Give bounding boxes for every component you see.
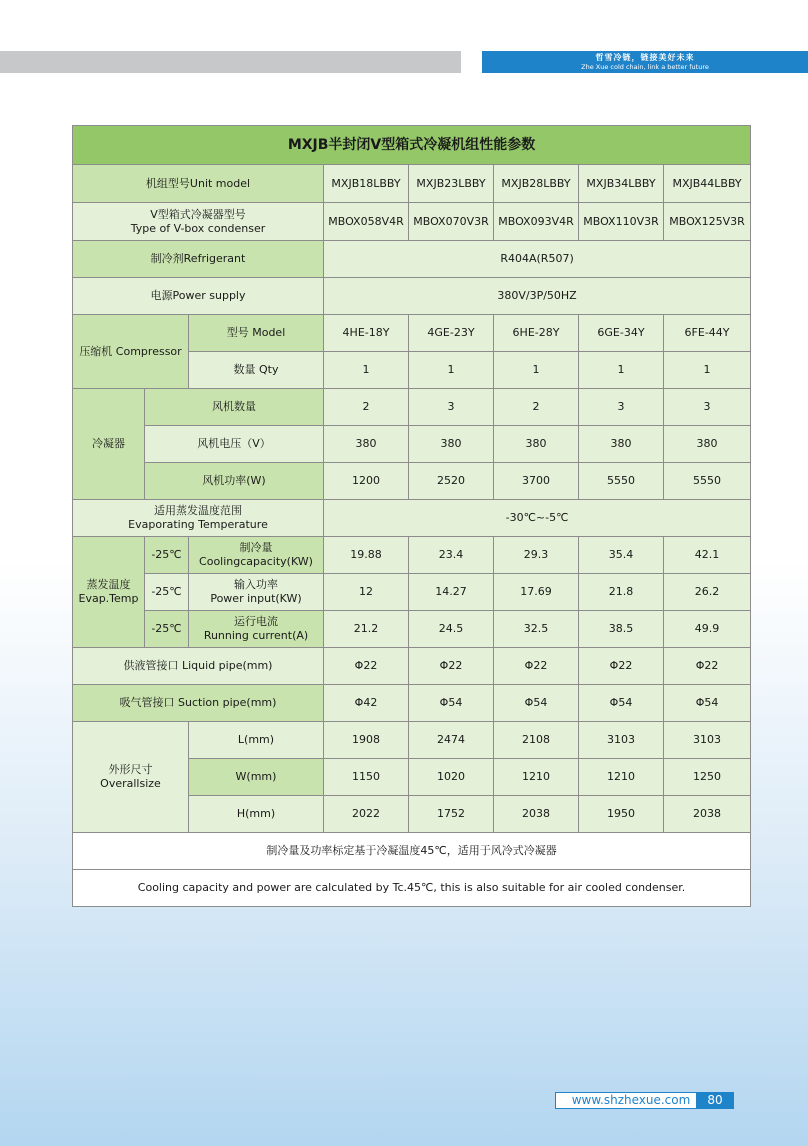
slogan-english: Zhe Xue cold chain, link a better future [581, 63, 709, 71]
note-english: Cooling capacity and power are calculated by Tc.45℃, this is also suitable for air cooled condenser. [73, 870, 751, 907]
width-cell: 1210 [494, 759, 579, 796]
label-evap-temp [73, 537, 145, 648]
length-cell: 2474 [409, 722, 494, 759]
suction-pipe-cell: Φ54 [664, 685, 751, 722]
compressor-model-cell: 4HE-18Y [324, 315, 409, 352]
label-suction-pipe: 吸气管接口 Suction pipe(mm) [73, 685, 324, 722]
height-cell: 2038 [494, 796, 579, 833]
label-evap-range-en: Evaporating Temperature [128, 518, 268, 531]
power-input-cell: 26.2 [664, 574, 751, 611]
row-running-current [73, 611, 751, 648]
width-cell: 1150 [324, 759, 409, 796]
label-overall-size-cn: 外形尺寸 [108, 763, 153, 776]
suction-pipe-cell: Φ54 [579, 685, 664, 722]
condenser-type-cell: MBOX125V3R [664, 203, 751, 241]
spec-table [72, 125, 751, 907]
compressor-qty-cell: 1 [664, 352, 751, 389]
width-cell: 1020 [409, 759, 494, 796]
height-cell: 2022 [324, 796, 409, 833]
condenser-type-cell: MBOX070V3R [409, 203, 494, 241]
compressor-model-cell: 4GE-23Y [409, 315, 494, 352]
website-link[interactable]: www.shzhexue.com [555, 1092, 707, 1109]
label-unit-model: 机组型号Unit model [73, 165, 324, 203]
row-note-cn [73, 833, 751, 870]
row-note-en [73, 870, 751, 907]
label-evap-temp-cn: 蒸发温度 [86, 578, 131, 591]
fan-count-cell: 3 [664, 389, 751, 426]
row-power-input [73, 574, 751, 611]
label-running-current [189, 611, 324, 648]
row-liquid-pipe [73, 648, 751, 685]
label-power-input-cn: 输入功率 [234, 578, 278, 591]
label-height: H(mm) [189, 796, 324, 833]
label-fan-power: 风机功率(W) [145, 463, 324, 500]
unit-model-cell: MXJB44LBBY [664, 165, 751, 203]
label-power-supply: 电源Power supply [73, 278, 324, 315]
height-cell: 2038 [664, 796, 751, 833]
suction-pipe-cell: Φ54 [494, 685, 579, 722]
unit-model-cell: MXJB18LBBY [324, 165, 409, 203]
fan-count-cell: 3 [409, 389, 494, 426]
cooling-cell: 35.4 [579, 537, 664, 574]
refrigerant-value: R404A(R507) [324, 241, 751, 278]
label-compressor-model: 型号 Model [189, 315, 324, 352]
fan-voltage-cell: 380 [494, 426, 579, 463]
label-length: L(mm) [189, 722, 324, 759]
fan-power-cell: 5550 [664, 463, 751, 500]
running-current-cell: 21.2 [324, 611, 409, 648]
label-evap-temp-en: Evap.Temp [78, 592, 139, 605]
row-cooling-capacity [73, 537, 751, 574]
liquid-pipe-cell: Φ22 [409, 648, 494, 685]
liquid-pipe-cell: Φ22 [579, 648, 664, 685]
fan-power-cell: 3700 [494, 463, 579, 500]
fan-count-cell: 2 [324, 389, 409, 426]
fan-power-cell: 1200 [324, 463, 409, 500]
label-cooling-cn: 制冷量 [239, 541, 273, 554]
fan-voltage-cell: 380 [409, 426, 494, 463]
label-compressor-qty: 数量 Qty [189, 352, 324, 389]
row-power-supply [73, 278, 751, 315]
label-cooling-en: Coolingcapacity(KW) [199, 555, 313, 568]
condenser-type-cell: MBOX110V3R [579, 203, 664, 241]
liquid-pipe-cell: Φ22 [324, 648, 409, 685]
power-input-cell: 12 [324, 574, 409, 611]
row-fan-power [73, 463, 751, 500]
label-running-current-cn: 运行电流 [234, 615, 278, 628]
label-power-input-en: Power input(KW) [210, 592, 302, 605]
row-refrigerant [73, 241, 751, 278]
label-width: W(mm) [189, 759, 324, 796]
row-fan-count [73, 389, 751, 426]
row-suction-pipe [73, 685, 751, 722]
row-compressor-model [73, 315, 751, 352]
suction-pipe-cell: Φ54 [409, 685, 494, 722]
height-cell: 1950 [579, 796, 664, 833]
liquid-pipe-cell: Φ22 [664, 648, 751, 685]
unit-model-cell: MXJB28LBBY [494, 165, 579, 203]
cooling-cell: 19.88 [324, 537, 409, 574]
table-title: MXJB半封闭V型箱式冷凝机组性能参数 [73, 126, 751, 165]
compressor-model-cell: 6GE-34Y [579, 315, 664, 352]
label-cooling-capacity [189, 537, 324, 574]
evap-temp-value: -25℃ [145, 574, 189, 611]
compressor-model-cell: 6FE-44Y [664, 315, 751, 352]
header-grey-bar [0, 51, 461, 73]
row-unit-model [73, 165, 751, 203]
label-fan-count: 风机数量 [145, 389, 324, 426]
power-input-cell: 17.69 [494, 574, 579, 611]
label-overall-size [73, 722, 189, 833]
label-condenser-type [73, 203, 324, 241]
row-evap-range [73, 500, 751, 537]
power-supply-value: 380V/3P/50HZ [324, 278, 751, 315]
label-running-current-en: Running current(A) [203, 629, 309, 642]
table-title-row [73, 126, 751, 165]
condenser-type-cell: MBOX093V4R [494, 203, 579, 241]
power-input-cell: 21.8 [579, 574, 664, 611]
label-condenser-type-cn: V型箱式冷凝器型号 [150, 207, 246, 221]
label-condenser: 冷凝器 [73, 389, 145, 500]
evap-range-value: -30℃~-5℃ [324, 500, 751, 537]
height-cell: 1752 [409, 796, 494, 833]
compressor-qty-cell: 1 [579, 352, 664, 389]
running-current-cell: 49.9 [664, 611, 751, 648]
fan-power-cell: 5550 [579, 463, 664, 500]
cooling-cell: 29.3 [494, 537, 579, 574]
liquid-pipe-cell: Φ22 [494, 648, 579, 685]
evap-temp-value: -25℃ [145, 611, 189, 648]
unit-model-cell: MXJB34LBBY [579, 165, 664, 203]
fan-voltage-cell: 380 [579, 426, 664, 463]
label-power-input [189, 574, 324, 611]
compressor-qty-cell: 1 [324, 352, 409, 389]
unit-model-cell: MXJB23LBBY [409, 165, 494, 203]
width-cell: 1210 [579, 759, 664, 796]
fan-power-cell: 2520 [409, 463, 494, 500]
power-input-cell: 14.27 [409, 574, 494, 611]
running-current-cell: 24.5 [409, 611, 494, 648]
width-cell: 1250 [664, 759, 751, 796]
label-evap-range [73, 500, 324, 537]
compressor-model-cell: 6HE-28Y [494, 315, 579, 352]
evap-temp-value: -25℃ [145, 537, 189, 574]
label-condenser-type-en: Type of V-box condenser [130, 221, 266, 235]
condenser-type-cell: MBOX058V4R [324, 203, 409, 241]
row-fan-voltage [73, 426, 751, 463]
header-slogan-banner [482, 51, 808, 73]
fan-count-cell: 2 [494, 389, 579, 426]
label-overall-size-en: Overallsize [100, 777, 161, 790]
label-evap-range-cn: 适用蒸发温度范围 [154, 504, 242, 517]
fan-voltage-cell: 380 [324, 426, 409, 463]
running-current-cell: 32.5 [494, 611, 579, 648]
label-compressor: 压缩机 Compressor [73, 315, 189, 389]
note-chinese: 制冷量及功率标定基于冷凝温度45℃，适用于风冷式冷凝器 [73, 833, 751, 870]
running-current-cell: 38.5 [579, 611, 664, 648]
length-cell: 2108 [494, 722, 579, 759]
length-cell: 1908 [324, 722, 409, 759]
page-number: 80 [696, 1092, 734, 1109]
suction-pipe-cell: Φ42 [324, 685, 409, 722]
fan-count-cell: 3 [579, 389, 664, 426]
length-cell: 3103 [579, 722, 664, 759]
label-refrigerant: 制冷剂Refrigerant [73, 241, 324, 278]
compressor-qty-cell: 1 [494, 352, 579, 389]
label-fan-voltage: 风机电压（V） [145, 426, 324, 463]
cooling-cell: 23.4 [409, 537, 494, 574]
slogan-chinese: 哲雪冷链，链接美好未来 [595, 53, 695, 62]
fan-voltage-cell: 380 [664, 426, 751, 463]
label-liquid-pipe: 供液管接口 Liquid pipe(mm) [73, 648, 324, 685]
length-cell: 3103 [664, 722, 751, 759]
row-condenser-type [73, 203, 751, 241]
row-length [73, 722, 751, 759]
compressor-qty-cell: 1 [409, 352, 494, 389]
cooling-cell: 42.1 [664, 537, 751, 574]
